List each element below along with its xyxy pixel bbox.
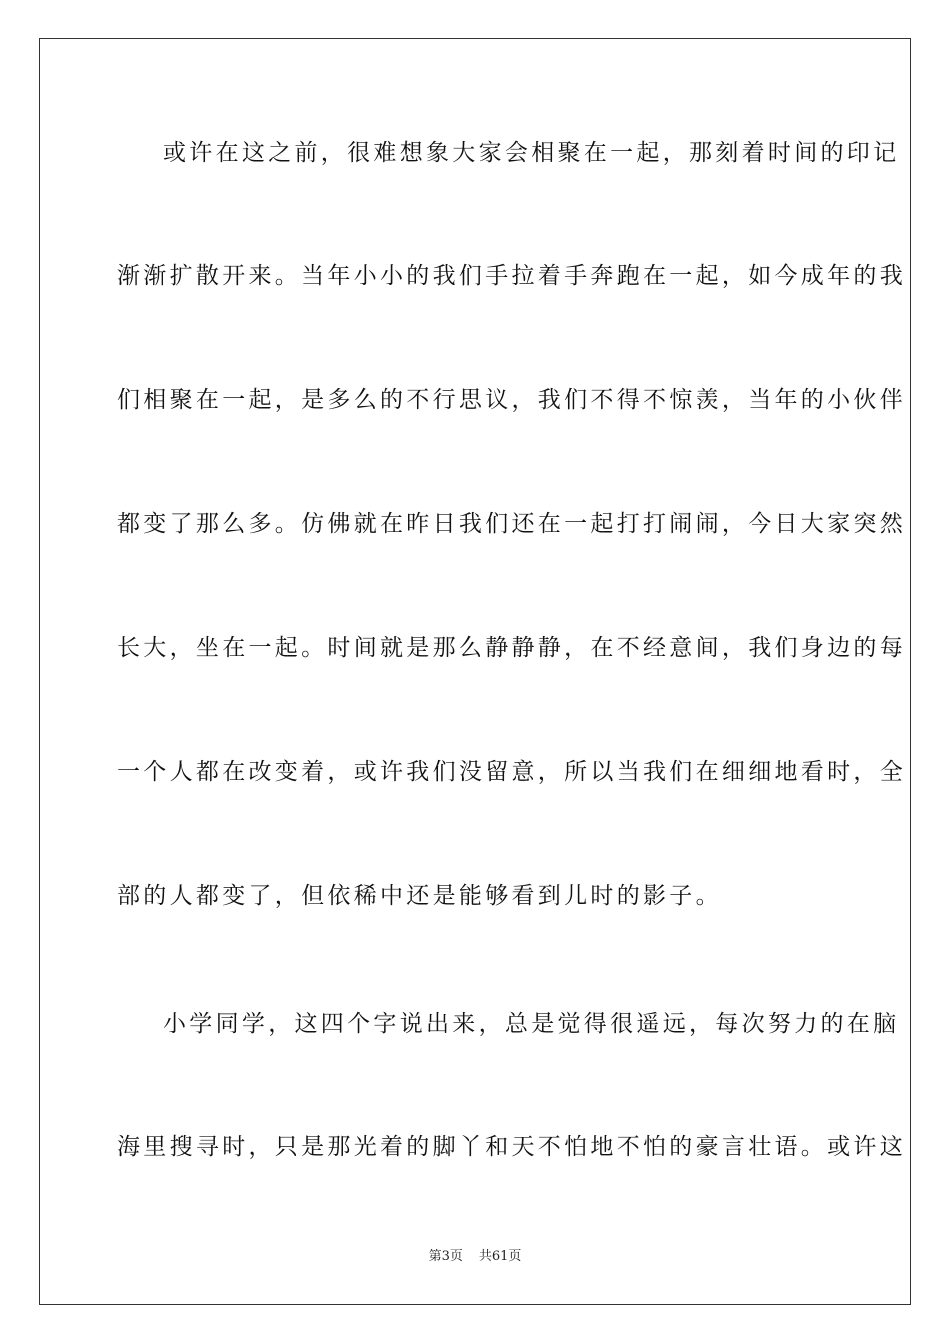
page-footer: [0, 1248, 950, 1266]
paragraph-2-line-2: 海里搜寻时，只是那光着的脚丫和天不怕地不怕的豪言壮语。或许这: [117, 1134, 906, 1160]
page-frame: [39, 38, 911, 1305]
paragraph-1-line-3: 们相聚在一起，是多么的不行思议，我们不得不惊羡，当年的小伙伴: [117, 387, 906, 413]
page-total: 共61页: [478, 1249, 522, 1264]
paragraph-1-line-4: 都变了那么多。仿佛就在昨日我们还在一起打打闹闹，今日大家突然: [117, 511, 906, 537]
page-number: 第3页: [428, 1249, 463, 1264]
paragraph-2-line-1: 小学同学，这四个字说出来，总是觉得很遥远，每次努力的在脑: [163, 1011, 900, 1037]
paragraph-1-line-5: 长大，坐在一起。时间就是那么静静静，在不经意间，我们身边的每: [117, 635, 906, 661]
paragraph-1-line-6: 一个人都在改变着，或许我们没留意，所以当我们在细细地看时，全: [117, 759, 906, 785]
paragraph-1-line-1: 或许在这之前，很难想象大家会相聚在一起，那刻着时间的印记: [163, 140, 900, 166]
paragraph-1-line-2: 渐渐扩散开来。当年小小的我们手拉着手奔跑在一起，如今成年的我: [117, 263, 906, 289]
paragraph-1-line-7: 部的人都变了，但依稀中还是能够看到儿时的影子。: [117, 883, 722, 909]
